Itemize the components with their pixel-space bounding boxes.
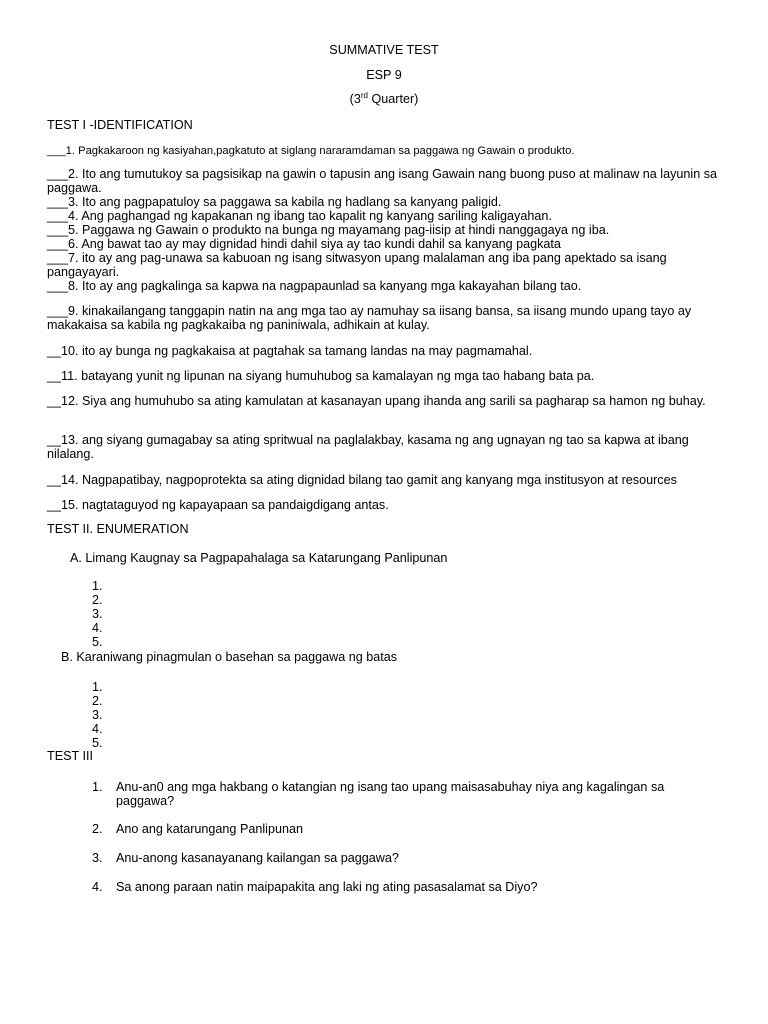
list-number: 1. [92, 579, 103, 593]
list-number: 5. [92, 635, 103, 649]
test3-question-3 [92, 851, 712, 865]
quarter-open: (3 [349, 92, 361, 106]
test1-heading: TEST I -IDENTIFICATION [47, 118, 193, 132]
test3-question-2 [92, 822, 712, 836]
list-number: 4. [92, 722, 103, 736]
list-number: 2. [92, 593, 103, 607]
test1-item-3: ___3. Ito ang pagpapatuloy sa paggawa sa kabila ng hadlang sa kanyang paligid. [47, 195, 502, 209]
test1-item-15: __15. nagtataguyod ng kapayapaan sa pandaigdigang antas. [47, 498, 389, 512]
test1-item-10: __10. ito ay bunga ng pagkakaisa at pagtahak sa tamang landas na may pagmamahal. [47, 344, 533, 358]
test1-item-13: __13. ang siyang gumagabay sa ating spritwual na paglalakbay, kasama ng ang ugnayan ng tao sa kapwa at ibang nilalang. [47, 433, 689, 461]
question-text: Anu-an0 ang mga hakbang o katangian ng isang tao upang maisasabuhay niya ang kagalingan sa paggawa? [116, 780, 665, 808]
question-number: 2. [92, 822, 103, 836]
quarter-close: Quarter) [367, 92, 419, 106]
list-number: 2. [92, 694, 103, 708]
test1-item-1: ___1. Pagkakaroon ng kasiyahan,pagkatuto at siglang nararamdaman sa paggawa ng Gawain o produkto. [47, 145, 575, 157]
test2-part-b: B. Karaniwang pinagmulan o basehan sa paggawa ng batas [61, 650, 398, 664]
test1-item-2: ___2. Ito ang tumutukoy sa pagsisikap na gawin o tapusin ang isang Gawain nang buong puso at malinaw na layunin sa paggawa. [47, 167, 718, 195]
question-text: Sa anong paraan natin maipapakita ang laki ng ating pasasalamat sa Diyo? [116, 880, 538, 894]
list-number: 3. [92, 708, 103, 722]
test3-question-4 [92, 880, 712, 894]
test1-item-8: ___8. Ito ay ang pagkalinga sa kapwa na nagpapaunlad sa kanyang mga kakayahan bilang tao. [47, 279, 582, 293]
question-text: Anu-anong kasanayanang kailangan sa paggawa? [116, 851, 399, 865]
test1-item-4: ___4. Ang paghangad ng kapakanan ng ibang tao kapalit ng kanyang sariling kaligayahan. [47, 209, 552, 223]
question-text: Ano ang katarungang Panlipunan [116, 822, 303, 836]
list-number: 1. [92, 680, 103, 694]
test2-part-a-list [92, 579, 103, 649]
test1-item-12: __12. Siya ang humuhubo sa ating kamulatan at kasanayan upang ihanda ang sarili sa pagharap sa hamon ng buhay. [47, 394, 706, 408]
test1-item-11: __11. batayang yunit ng lipunan na siyang humuhubog sa kamalayan ng mga tao habang bata pa. [47, 369, 595, 383]
list-number: 3. [92, 607, 103, 621]
subject-label: ESP 9 [366, 68, 402, 82]
test1-item-9: ___9. kinakailangang tanggapin natin na ang mga tao ay namuhay sa iisang bansa, sa iisang mundo upang tayo ay makakaisa sa kabila ng pagkakaiba ng paniniwala, adhikain at kulay. [47, 304, 692, 332]
question-number: 4. [92, 880, 103, 894]
test2-part-a: A. Limang Kaugnay sa Pagpapahalaga sa Katarungang Panlipunan [70, 551, 448, 565]
list-number: 5. [92, 736, 103, 750]
quarter-superscript: rd [360, 90, 368, 100]
test2-heading: TEST II. ENUMERATION [47, 522, 189, 536]
quarter-label [0, 92, 768, 106]
test3-question-1 [92, 780, 712, 808]
question-number: 1. [92, 780, 103, 794]
test1-item-14: __14. Nagpapatibay, nagpoprotekta sa ating dignidad bilang tao gamit ang kanyang mga institusyon at resources [47, 473, 677, 487]
test1-item-5: ___5. Paggawa ng Gawain o produkto na bunga ng mayamang pag-iisip at hindi nanggagaya ng iba. [47, 223, 610, 237]
test3-heading: TEST III [47, 749, 93, 763]
question-number: 3. [92, 851, 103, 865]
list-number: 4. [92, 621, 103, 635]
test1-item-7: ___7. ito ay ang pag-unawa sa kabuoan ng isang sitwasyon upang malalaman ang iba pang apektado sa isang pangayayari. [47, 251, 667, 279]
test1-item-6: ___6. Ang bawat tao ay may dignidad hindi dahil siya ay tao kundi dahil sa kanyang pagkata [47, 237, 561, 251]
test-title: SUMMATIVE TEST [329, 43, 439, 57]
test2-part-b-list [92, 680, 103, 750]
